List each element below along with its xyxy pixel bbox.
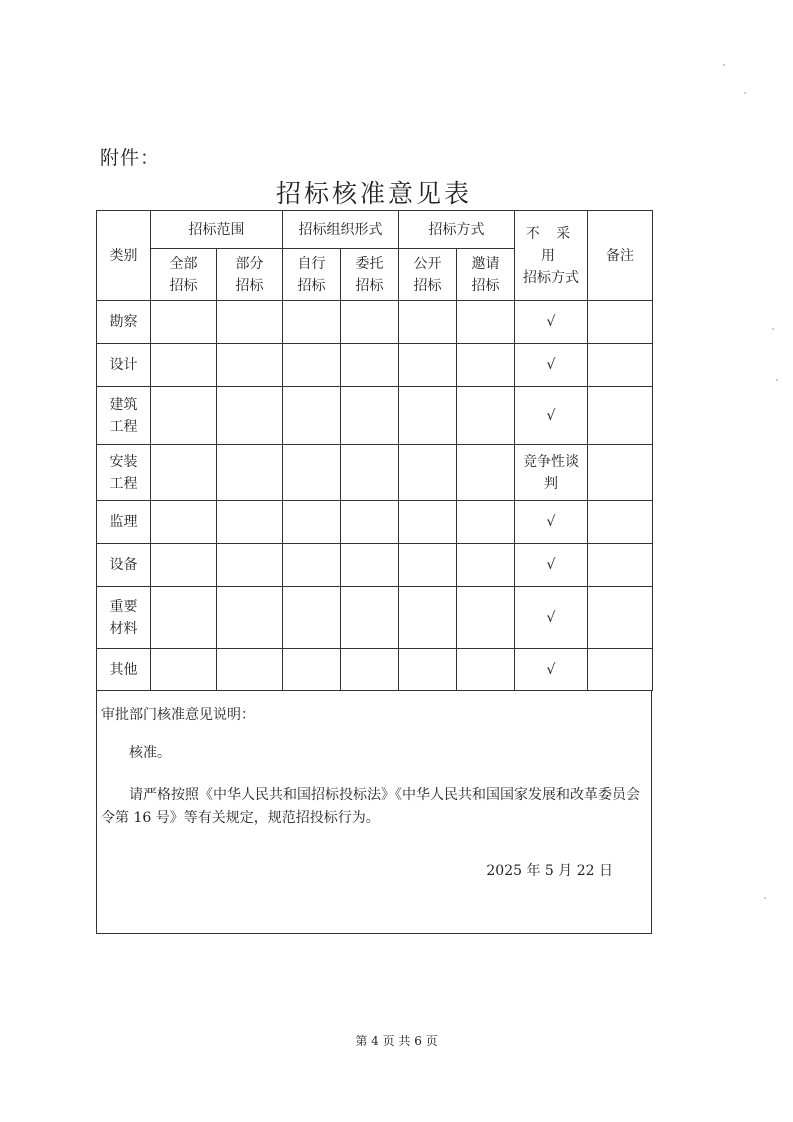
row-not-adopted-line1: √ [546, 557, 556, 573]
scan-speck [764, 897, 766, 899]
row-category [97, 649, 151, 691]
cell [283, 301, 341, 344]
approval-opinion-box [96, 690, 652, 934]
row-category-line1: 设备 [109, 557, 138, 573]
row-not-adopted [515, 587, 588, 649]
row-remark [588, 587, 653, 649]
cell [399, 501, 457, 544]
header-org-entrust-line2: 招标 [355, 277, 384, 294]
row-category-line1: 安装 [109, 453, 138, 470]
cell [151, 501, 217, 544]
row-category-line1: 设计 [109, 357, 138, 373]
row-not-adopted-line1: √ [546, 314, 556, 330]
cell [217, 344, 283, 387]
cell [283, 544, 341, 587]
opinion-approved: 核准。 [129, 745, 171, 761]
header-scope-part [217, 249, 283, 301]
row-remark [588, 501, 653, 544]
row-remark [588, 544, 653, 587]
row-not-adopted [515, 301, 588, 344]
row-category-line2: 工程 [109, 475, 138, 492]
row-not-adopted [515, 387, 588, 445]
row-not-adopted-line1: 竞争性谈 [523, 453, 579, 470]
row-not-adopted-line2: 判 [544, 475, 558, 492]
header-scope: 招标范围 [151, 211, 283, 249]
cell [399, 387, 457, 445]
header-not-adopted-line2: 招标方式 [523, 269, 579, 286]
header-org-self-line2: 招标 [297, 277, 326, 294]
cell [341, 587, 399, 649]
header-org-entrust-line1: 委托 [355, 255, 384, 272]
table-row [97, 501, 653, 544]
cell [283, 587, 341, 649]
cell [457, 445, 515, 501]
row-category [97, 344, 151, 387]
cell [341, 301, 399, 344]
header-method-invite [457, 249, 515, 301]
header-scope-part-line2: 招标 [235, 277, 264, 294]
row-remark [588, 387, 653, 445]
row-category [97, 301, 151, 344]
header-method-open-line2: 招标 [413, 277, 442, 294]
cell [399, 301, 457, 344]
scan-speck [776, 379, 778, 381]
cell [457, 344, 515, 387]
cell [457, 544, 515, 587]
row-category [97, 501, 151, 544]
cell [283, 649, 341, 691]
row-remark [588, 649, 653, 691]
row-not-adopted [515, 501, 588, 544]
cell [457, 587, 515, 649]
row-not-adopted-line1: √ [546, 661, 556, 678]
cell [341, 445, 399, 501]
header-org-self-line1: 自行 [297, 255, 326, 272]
row-category-line1: 监理 [109, 514, 138, 530]
table-row [97, 387, 653, 445]
row-not-adopted-line1: √ [546, 407, 556, 424]
scan-speck [772, 328, 774, 330]
cell [399, 344, 457, 387]
cell [399, 445, 457, 501]
row-category-line1: 重要 [109, 598, 138, 615]
row-not-adopted [515, 445, 588, 501]
opinion-date: 2025 年 5 月 22 日 [486, 863, 613, 879]
cell [457, 387, 515, 445]
cell [341, 501, 399, 544]
cell [457, 501, 515, 544]
cell [341, 387, 399, 445]
header-scope-full [151, 249, 217, 301]
header-scope-full-line2: 招标 [169, 277, 198, 294]
table-row [97, 301, 653, 344]
cell [457, 301, 515, 344]
scan-speck [723, 64, 725, 66]
cell [399, 544, 457, 587]
row-category [97, 445, 151, 501]
row-remark [588, 344, 653, 387]
cell [399, 649, 457, 691]
header-method-invite-line2: 招标 [471, 277, 500, 294]
cell [283, 501, 341, 544]
cell [217, 387, 283, 445]
header-remark: 备注 [588, 211, 653, 301]
cell [217, 649, 283, 691]
cell [151, 344, 217, 387]
header-method-open-line1: 公开 [413, 255, 442, 272]
row-not-adopted [515, 649, 588, 691]
row-not-adopted-line1: √ [546, 609, 556, 626]
row-category [97, 587, 151, 649]
header-org-self [283, 249, 341, 301]
table-row [97, 649, 653, 691]
header-scope-part-line1: 部分 [235, 255, 264, 272]
row-category-line2: 工程 [109, 418, 138, 435]
row-category-line2: 材料 [109, 620, 138, 637]
row-not-adopted [515, 544, 588, 587]
header-method-open [399, 249, 457, 301]
header-organization: 招标组织形式 [283, 211, 399, 249]
cell [151, 387, 217, 445]
cell [151, 649, 217, 691]
table-row [97, 445, 653, 501]
table-row [97, 587, 653, 649]
table-row [97, 544, 653, 587]
cell [283, 387, 341, 445]
header-scope-full-line1: 全部 [169, 255, 198, 272]
cell [399, 587, 457, 649]
cell [217, 501, 283, 544]
row-category-line1: 勘察 [109, 314, 138, 330]
row-category [97, 544, 151, 587]
row-not-adopted-line1: √ [546, 357, 556, 373]
form-title: 招标核准意见表 [275, 179, 472, 208]
opinion-heading: 审批部门核准意见说明： [101, 707, 255, 723]
row-category-line1: 其他 [109, 661, 138, 678]
cell [217, 587, 283, 649]
header-row-1 [97, 211, 653, 249]
table-row [97, 344, 653, 387]
cell [341, 344, 399, 387]
row-remark [588, 445, 653, 501]
row-not-adopted [515, 344, 588, 387]
row-not-adopted-line1: √ [546, 514, 556, 530]
header-category: 类别 [97, 211, 151, 301]
approval-table [96, 210, 653, 691]
cell [341, 649, 399, 691]
header-method-invite-line1: 邀请 [471, 255, 500, 272]
cell [151, 445, 217, 501]
row-remark [588, 301, 653, 344]
cell [151, 587, 217, 649]
header-method: 招标方式 [399, 211, 515, 249]
opinion-paragraph: 请严格按照《中华人民共和国招标投标法》《中华人民共和国国家发展和改革委员会令第 16 号》等有关规定，规范招投标行为。 [101, 787, 640, 826]
cell [151, 544, 217, 587]
cell [283, 445, 341, 501]
header-org-entrust [341, 249, 399, 301]
cell [341, 544, 399, 587]
row-category-line1: 建筑 [109, 396, 138, 413]
cell [217, 445, 283, 501]
cell [217, 301, 283, 344]
header-not-adopted-line1: 不 采 用 [525, 225, 577, 264]
cell [283, 344, 341, 387]
cell [151, 301, 217, 344]
cell [457, 649, 515, 691]
row-category [97, 387, 151, 445]
page-footer: 第 4 页 共 6 页 [355, 1034, 438, 1048]
attachment-label: 附件： [100, 147, 161, 169]
scan-speck [744, 92, 746, 94]
cell [217, 544, 283, 587]
header-not-adopted [515, 211, 588, 301]
